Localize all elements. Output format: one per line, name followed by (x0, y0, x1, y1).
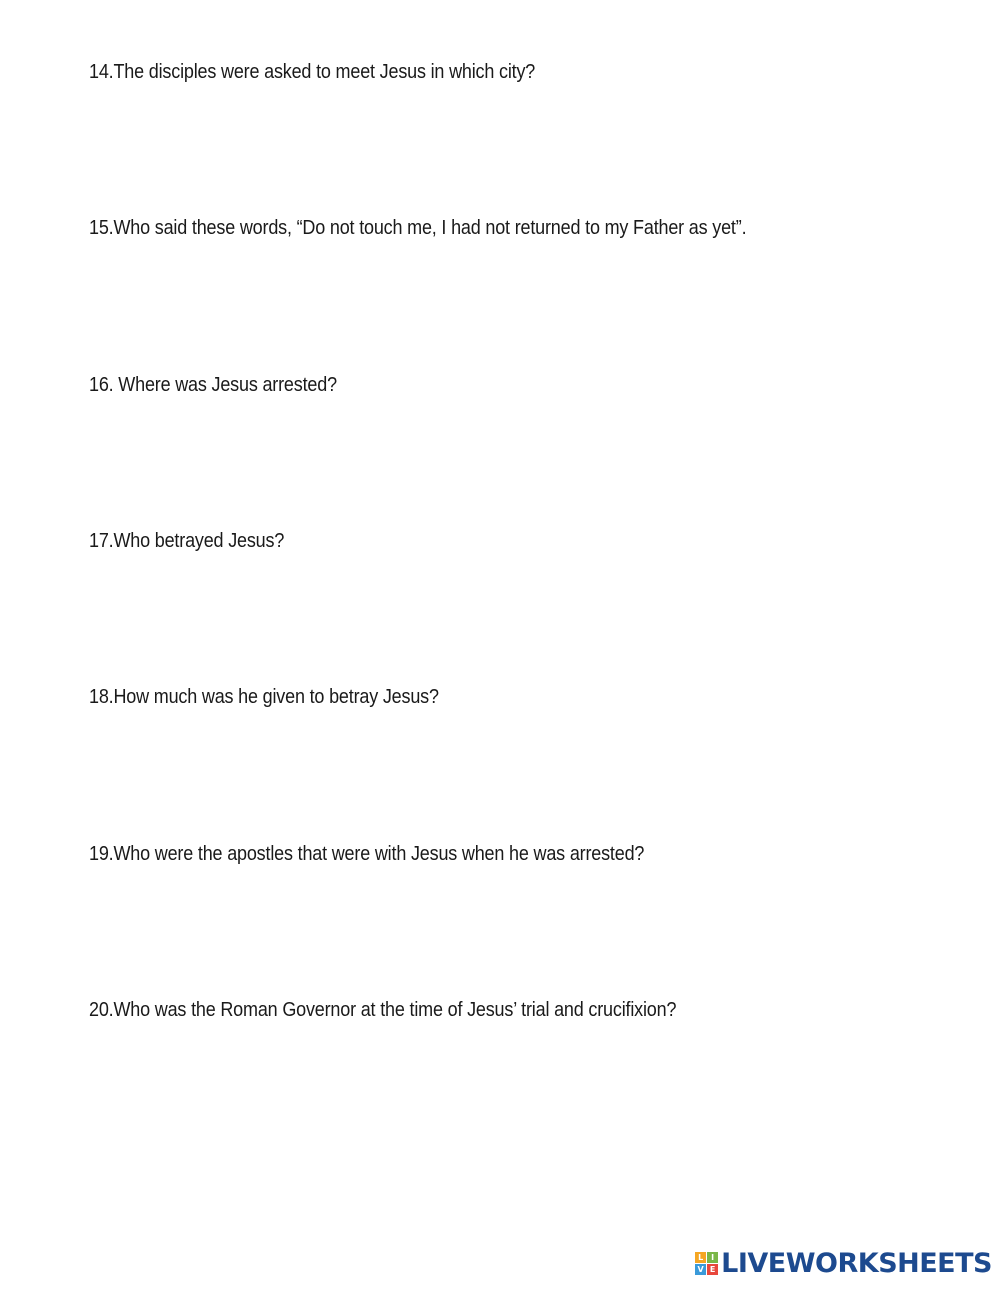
brand-name: LIVEWORKSHEETS (721, 1248, 992, 1279)
logo-letter-e: E (707, 1264, 718, 1275)
liveworksheets-logo-icon (695, 1252, 718, 1275)
question-16: 16. Where was Jesus arrested? (89, 374, 337, 396)
question-20: 20.Who was the Roman Governor at the time of Jesus’ trial and crucifixion? (89, 999, 677, 1021)
question-15: 15.Who said these words, “Do not touch me, I had not returned to my Father as yet”. (89, 217, 747, 239)
logo-letter-i: I (707, 1252, 718, 1263)
question-17: 17.Who betrayed Jesus? (89, 530, 285, 552)
question-19: 19.Who were the apostles that were with Jesus when he was arrested? (89, 843, 645, 865)
question-14: 14.The disciples were asked to meet Jesus in which city? (89, 61, 536, 83)
liveworksheets-brand (695, 1250, 992, 1277)
logo-letter-v: V (695, 1264, 706, 1275)
question-18: 18.How much was he given to betray Jesus? (89, 686, 439, 708)
logo-letter-l: L (695, 1252, 706, 1263)
